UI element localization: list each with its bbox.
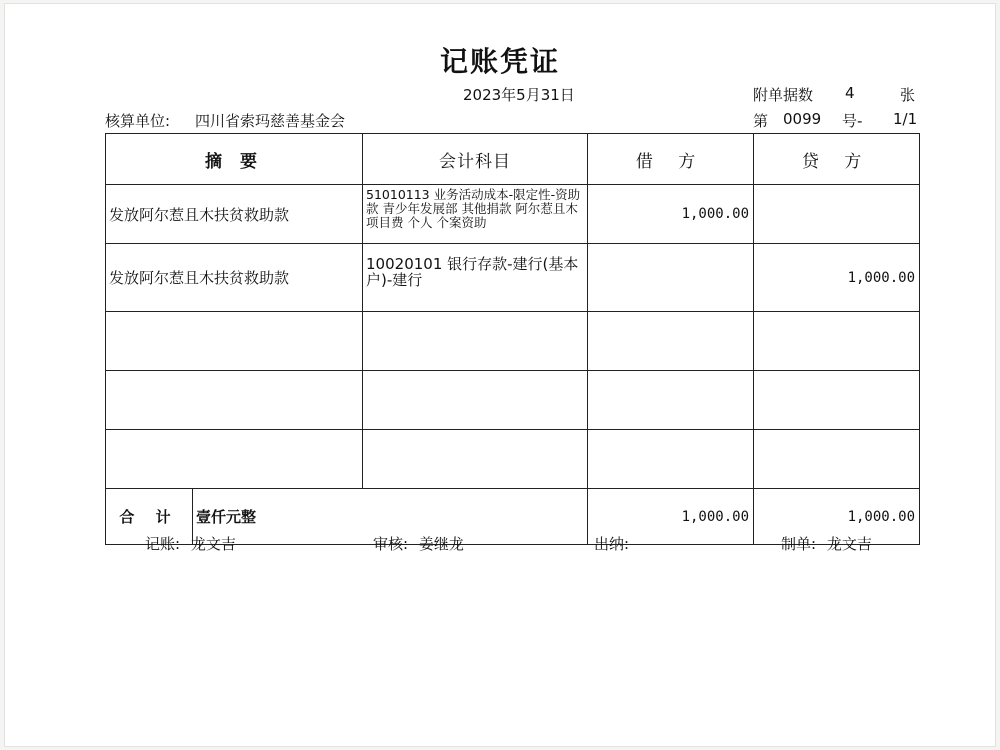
- auditor-signature: [373, 533, 464, 554]
- table-header-row: [106, 134, 920, 185]
- entry-summary: 发放阿尔惹且木扶贫救助款: [106, 185, 363, 244]
- entry-debit: 1,000.00: [588, 185, 754, 244]
- attachments-unit: 张: [900, 86, 916, 104]
- attachments-count: 4: [845, 84, 855, 102]
- total-credit: 1,000.00: [754, 489, 920, 545]
- entry-credit: [754, 185, 920, 244]
- auditor-name: 姜继龙: [418, 535, 464, 553]
- header-credit: 贷 方: [754, 134, 920, 185]
- voucher-number: 0099: [783, 110, 822, 128]
- preparer-name: 龙文吉: [826, 535, 872, 553]
- table-row: [106, 312, 920, 371]
- entry-credit: 1,000.00: [754, 244, 920, 312]
- voucher-date: 2023年5月31日: [463, 86, 575, 104]
- entry-credit: [754, 371, 920, 430]
- entry-summary: [106, 371, 363, 430]
- entry-account: 51010113 业务活动成本-限定性-资助款 青少年发展部 其他捐款 阿尔惹且木 项目费 个人 个案资助: [363, 185, 588, 244]
- total-label: 合 计: [106, 489, 193, 545]
- entry-summary: [106, 312, 363, 371]
- cashier-label: 出纳:: [594, 535, 630, 553]
- table-row: [106, 244, 920, 312]
- voucher-number-prefix: 第: [753, 112, 769, 130]
- header-summary: 摘 要: [106, 134, 363, 185]
- table-row: [106, 185, 920, 244]
- bookkeeper-signature: [145, 533, 236, 554]
- entry-debit: [588, 312, 754, 371]
- preparer-label: 制单:: [781, 535, 817, 553]
- unit-value: 四川省索玛慈善基金会: [195, 112, 346, 130]
- attachments-label: 附单据数: [753, 86, 814, 104]
- page-number: 1/1: [893, 110, 918, 128]
- voucher-number-suffix: 号-: [842, 112, 863, 130]
- entry-credit: [754, 312, 920, 371]
- unit-label: 核算单位:: [105, 112, 171, 130]
- entry-credit: [754, 430, 920, 489]
- entry-account: [363, 430, 588, 489]
- cashier-signature: [594, 533, 635, 554]
- voucher-title: 记账凭证: [439, 45, 560, 78]
- table-row: [106, 371, 920, 430]
- table-row: [106, 430, 920, 489]
- preparer-signature: [781, 533, 872, 554]
- voucher-table: [105, 133, 920, 545]
- entry-account: [363, 312, 588, 371]
- bookkeeper-label: 记账:: [145, 535, 181, 553]
- entry-debit: [588, 430, 754, 489]
- total-debit: 1,000.00: [588, 489, 754, 545]
- auditor-label: 审核:: [373, 535, 409, 553]
- header-debit: 借 方: [588, 134, 754, 185]
- entry-summary: [106, 430, 363, 489]
- header-account: 会计科目: [363, 134, 588, 185]
- bookkeeper-name: 龙文吉: [190, 535, 236, 553]
- total-amount-words: 壹仟元整: [193, 489, 588, 545]
- entry-debit: [588, 244, 754, 312]
- entry-summary: 发放阿尔惹且木扶贫救助款: [106, 244, 363, 312]
- entry-debit: [588, 371, 754, 430]
- entry-account: [363, 371, 588, 430]
- entry-account: 10020101 银行存款-建行(基本户)-建行: [363, 244, 588, 312]
